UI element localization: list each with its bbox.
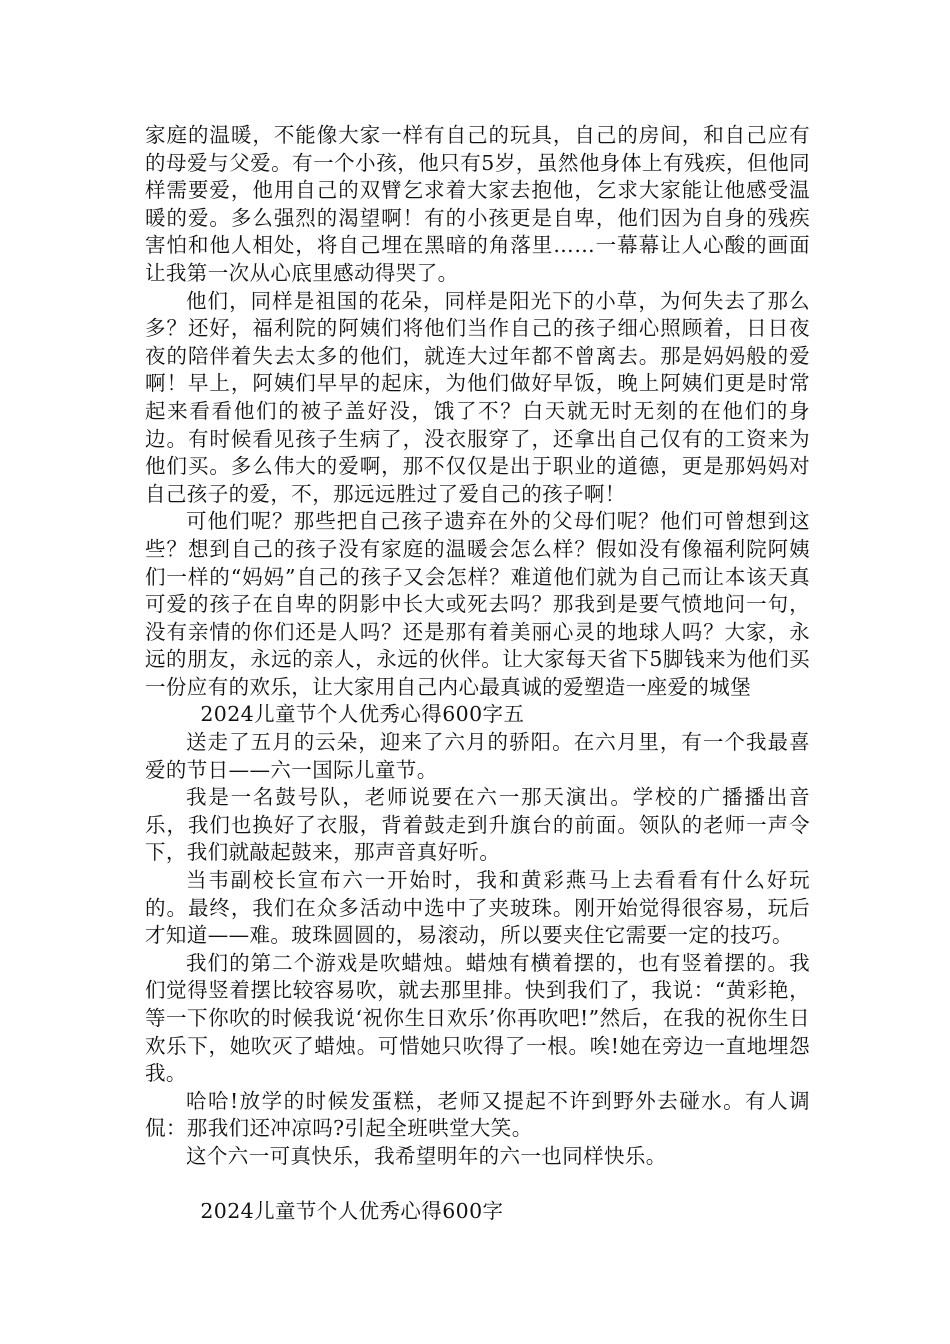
section-heading: 2024儿童节个人优秀心得600字 (200, 1199, 504, 1224)
paragraph-continued: 家庭的温暖，不能像大家一样有自己的玩具，自己的房间，和自己应有的母爱与父爱。有一个小孩，他只有5岁，虽然他身体上有残疾，但他同样需要爱，他用自己的双臂乞求着大家去抱他，乞求大家能让他感受温暖的爱。多么强烈的渴望啊！有的小孩更是自卑，他们因为自身的残疾害怕和他人相处，将自己埋在黑暗的角落里……一幕幕让人心酸的画面让我第一次从心底里感动得哭了。 (145, 123, 810, 285)
paragraph: 送走了五月的云朵，迎来了六月的骄阳。在六月里，有一个我最喜爱的节日——六一国际儿童节。 (145, 730, 810, 782)
paragraph: 我是一名鼓号队，老师说要在六一那天演出。学校的广播播出音乐，我们也换好了衣服，背着鼓走到升旗台的前面。领队的老师一声令下，我们就敲起鼓来，那声音真好听。 (145, 785, 810, 865)
paragraph: 可他们呢？那些把自己孩子遗弃在外的父母们呢？他们可曾想到这些？想到自己的孩子没有家庭的温暖会怎么样？假如没有像福利院阿姨们一样的“妈妈”自己的孩子又会怎样？难道他们就为自己而让本该天真可爱的孩子在自卑的阴影中长大或死去吗？那我到是要气愤地问一句，没有亲情的你们还是人吗？还是那有着美丽心灵的地球人吗？大家，永远的朋友，永远的亲人，永远的伙伴。让大家每天省下5脚钱来为他们买一份应有的欢乐，让大家用自己内心最真诚的爱塑造一座爱的城堡 (145, 509, 810, 699)
paragraph: 他们，同样是祖国的花朵，同样是阳光下的小草，为何失去了那么多？还好，福利院的阿姨们将他们当作自己的孩子细心照顾着，日日夜夜的陪伴着失去太多的他们，就连大过年都不曾离去。那是妈妈般的爱啊！早上，阿姨们早早的起床，为他们做好早饭，晚上阿姨们更是时常起来看看他们的被子盖好没，饿了不？白天就无时无刻的在他们的身边。有时候看见孩子生病了，没衣服穿了，还拿出自己仅有的工资来为他们买。多么伟大的爱啊，那不仅仅是出于职业的道德，更是那妈妈对自己孩子的爱，不，那远远胜过了爱自己的孩子啊！ (145, 288, 810, 506)
document-body (145, 122, 810, 1226)
paragraph: 当韦副校长宣布六一开始时，我和黄彩燕马上去看看有什么好玩的。最终，我们在众多活动中选中了夹玻珠。刚开始觉得很容易，玩后才知道——难。玻珠圆圆的，易滚动，所以要夹住它需要一定的技巧。 (145, 868, 810, 948)
section-heading: 2024儿童节个人优秀心得600字五 (200, 702, 525, 727)
paragraph: 我们的第二个游戏是吹蜡烛。蜡烛有横着摆的，也有竖着摆的。我们觉得竖着摆比较容易吹，就去那里排。快到我们了，我说：“黄彩艳，等一下你吹的时候我说‘祝你生日欢乐’你再吹吧!”然后，在我的祝你生日欢乐下，她吹灭了蜡烛。可惜她只吹得了一根。唉!她在旁边一直地埋怨我。 (145, 950, 810, 1086)
blank-line (145, 1171, 810, 1199)
paragraph: 哈哈!放学的时候发蛋糕，老师又提起不许到野外去碰水。有人调侃：那我们还冲凉吗?引起全班哄堂大笑。 (145, 1088, 810, 1141)
paragraph: 这个六一可真快乐，我希望明年的六一也同样快乐。 (186, 1143, 667, 1168)
